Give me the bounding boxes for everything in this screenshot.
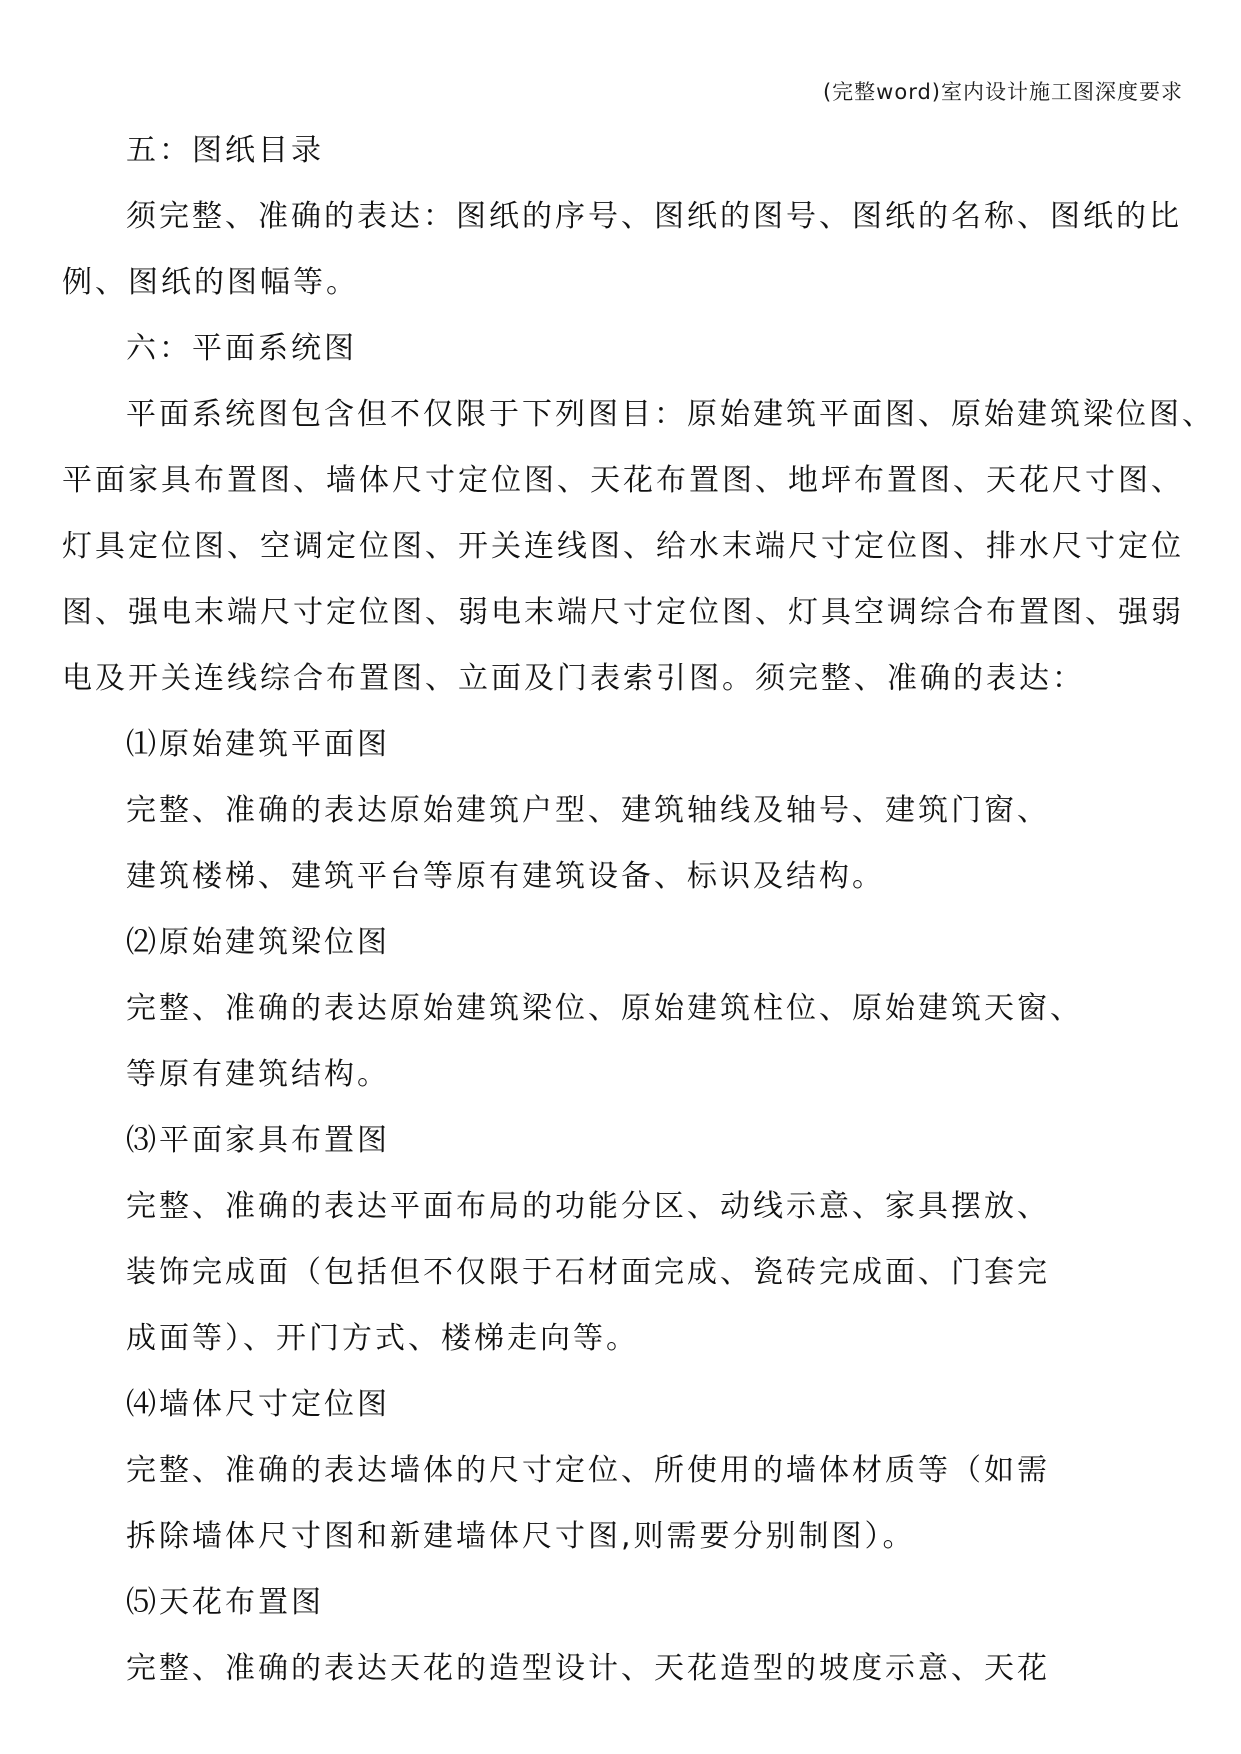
paragraph-line: 等原有建筑结构。 [126, 1057, 390, 1092]
paragraph-line: 成面等）、开门方式、楼梯走向等。 [126, 1321, 639, 1356]
section-heading-drawing-index: 五：图纸目录 [126, 133, 324, 168]
paragraph-line: 拆除墙体尺寸图和新建墙体尺寸图,则需要分别制图）。 [126, 1519, 916, 1554]
paragraph-line: 完整、准确的表达平面布局的功能分区、动线示意、家具摆放、 [126, 1189, 1050, 1224]
subheading-original-beam: ⑵原始建筑梁位图 [126, 925, 390, 960]
paragraph-line: 完整、准确的表达天花的造型设计、天花造型的坡度示意、天花 [126, 1651, 1050, 1686]
paragraph-line: 灯具定位图、空调定位图、开关连线图、给水末端尺寸定位图、排水尺寸定位 [62, 529, 1184, 564]
paragraph-line: 完整、准确的表达原始建筑户型、建筑轴线及轴号、建筑门窗、 [126, 793, 1050, 828]
paragraph-line: 平面系统图包含但不仅限于下列图目：原始建筑平面图、原始建筑梁位图、 [126, 397, 1215, 432]
subheading-original-plan: ⑴原始建筑平面图 [126, 727, 390, 762]
paragraph-line: 电及开关连线综合布置图、立面及门表索引图。须完整、准确的表达： [62, 661, 1085, 696]
paragraph-line: 完整、准确的表达原始建筑梁位、原始建筑柱位、原始建筑天窗、 [126, 991, 1083, 1026]
paragraph-line: 建筑楼梯、建筑平台等原有建筑设备、标识及结构。 [126, 859, 885, 894]
paragraph-line: 装饰完成面（包括但不仅限于石材面完成、瓷砖完成面、门套完 [126, 1255, 1050, 1290]
section-heading-plan-system: 六：平面系统图 [126, 331, 357, 366]
paragraph-line: 图、强电末端尺寸定位图、弱电末端尺寸定位图、灯具空调综合布置图、强弱 [62, 595, 1184, 630]
subheading-wall-dimension: ⑷墙体尺寸定位图 [126, 1387, 390, 1422]
subheading-ceiling-layout: ⑸天花布置图 [126, 1585, 324, 1620]
paragraph-line: 例、图纸的图幅等。 [62, 265, 359, 300]
paragraph-line: 平面家具布置图、墙体尺寸定位图、天花布置图、地坪布置图、天花尺寸图、 [62, 463, 1184, 498]
paragraph-line: 须完整、准确的表达：图纸的序号、图纸的图号、图纸的名称、图纸的比 [126, 199, 1182, 234]
document-body [62, 118, 1215, 1702]
paragraph-line: 完整、准确的表达墙体的尺寸定位、所使用的墙体材质等（如需 [126, 1453, 1050, 1488]
subheading-furniture-layout: ⑶平面家具布置图 [126, 1123, 390, 1158]
page-header-title: (完整word)室内设计施工图深度要求 [822, 80, 1183, 104]
